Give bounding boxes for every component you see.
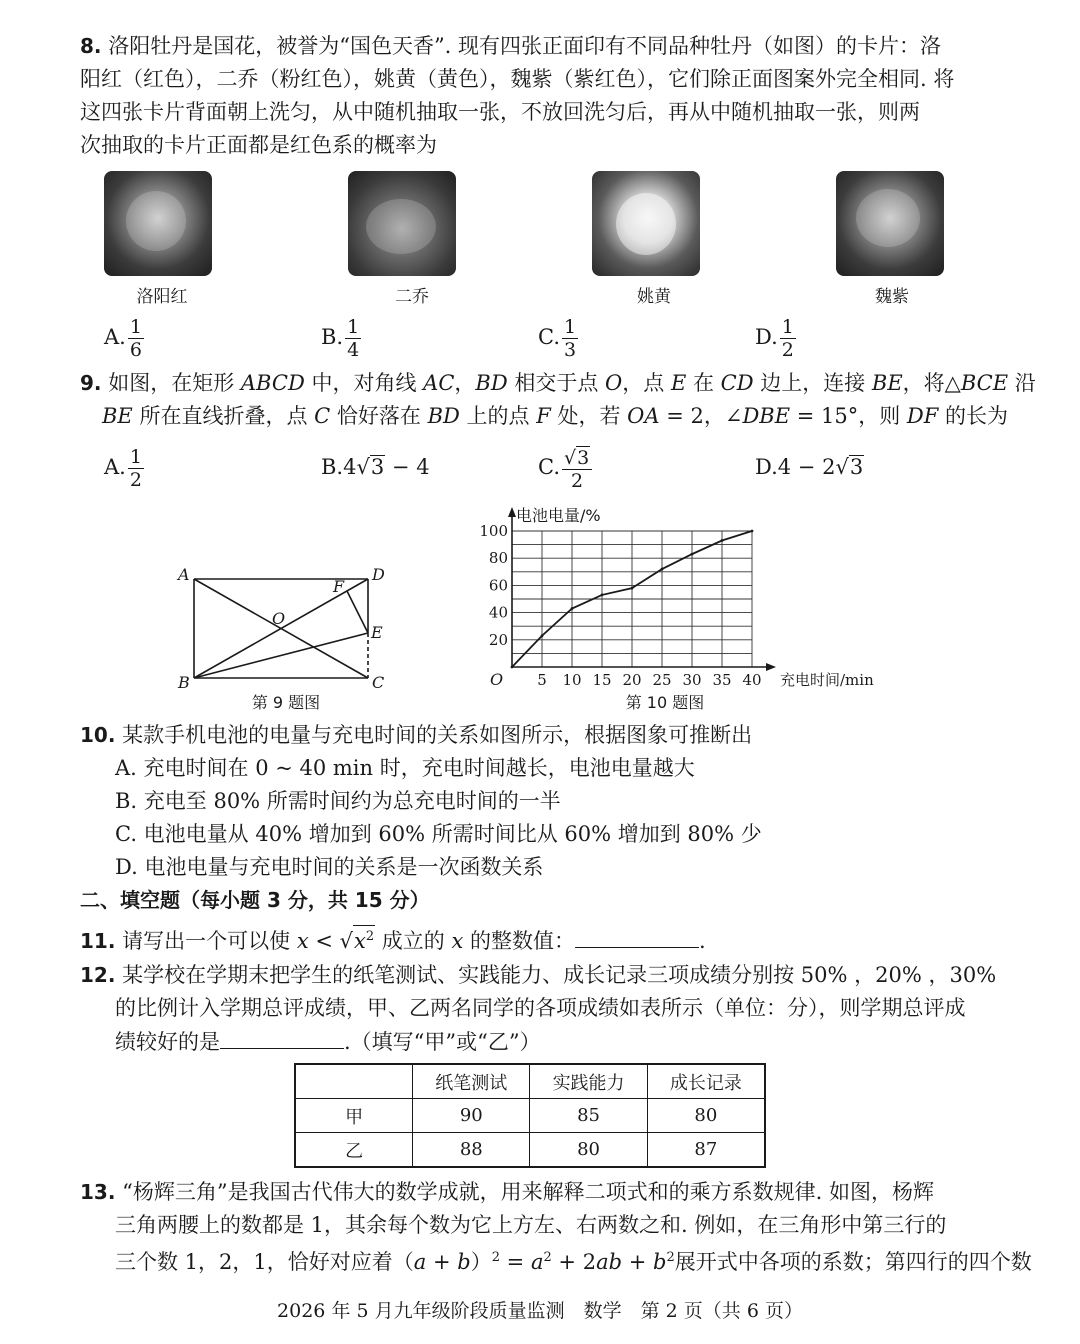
- q9-var: OA: [627, 404, 660, 428]
- label-c: C: [372, 673, 385, 692]
- q9-var: AC: [423, 371, 455, 395]
- q12-answer-blank[interactable]: [220, 1026, 344, 1049]
- q9-number: 9.: [80, 371, 102, 395]
- denominator: 2: [562, 469, 592, 492]
- q13-t: +: [426, 1250, 458, 1274]
- table-header-cell: 纸笔测试: [413, 1064, 530, 1099]
- denominator: 6: [129, 339, 142, 361]
- peony-luoyanghong-photo: [104, 171, 212, 276]
- x-tick-label: 20: [622, 671, 642, 689]
- q13-t: 三个数 1，2，1，恰好对应着（: [115, 1250, 414, 1274]
- q13-exp: 2: [666, 1250, 675, 1265]
- q11-var: x: [451, 929, 464, 953]
- q9-t: ，点: [622, 371, 671, 395]
- denominator: 2: [129, 469, 142, 491]
- q11-t: 请写出一个可以使: [122, 929, 297, 953]
- label-e: E: [371, 623, 383, 642]
- q13-t: ）: [470, 1250, 492, 1274]
- q9-t: 沿: [1008, 371, 1036, 395]
- data-point: [511, 666, 514, 669]
- q11-t: <: [308, 929, 340, 953]
- q9-t: ，将△: [902, 371, 961, 395]
- q13-var: ab: [596, 1250, 623, 1274]
- q12-t: .（填写“甲”或“乙”）: [344, 1030, 541, 1054]
- table-cell: 87: [647, 1133, 765, 1168]
- numerator: 1: [129, 316, 142, 338]
- table-header-row: [295, 1064, 765, 1099]
- segment-fe: [347, 591, 368, 633]
- q10-number: 10.: [80, 723, 116, 747]
- q12-text-1: 某学校在学期末把学生的纸笔测试、实践能力、成长记录三项成绩分别按 50% ，20% ，30%: [122, 963, 997, 987]
- option-label: B.: [321, 325, 344, 349]
- numerator: 1: [564, 316, 577, 338]
- q13-exp: 2: [491, 1250, 500, 1265]
- q13-t: +: [622, 1250, 653, 1274]
- q11-t: .: [699, 929, 706, 953]
- data-point: [661, 568, 664, 571]
- q9-t: 相交于点: [507, 371, 606, 395]
- q11-exponent: 2: [365, 929, 375, 944]
- q11-answer-blank[interactable]: [575, 925, 699, 948]
- label-b: B: [178, 673, 190, 692]
- option-label: A.: [104, 325, 126, 349]
- x-axis-arrow: [766, 663, 776, 671]
- q9-var: BCE: [960, 371, 1009, 395]
- q9-t: 中，对角线: [304, 371, 424, 395]
- q9-var: BD: [427, 404, 460, 428]
- data-point: [601, 594, 604, 597]
- q8-line-3: 这四张卡片背面朝上洗匀，从中随机抽取一张，不放回洗匀后，再从中随机抽取一张，则两: [80, 100, 920, 124]
- q9-t: 边上，连接: [753, 371, 872, 395]
- q8-option-d[interactable]: [755, 313, 798, 361]
- option-label: B.: [321, 455, 344, 479]
- q10-stem-text: 某款手机电池的电量与充电时间的关系如图所示，根据图象可推断出: [122, 723, 753, 747]
- q9-var: BE: [102, 404, 133, 428]
- table-cell: 85: [530, 1099, 647, 1133]
- q13-line-2: 三角两腰上的数都是 1，其余每个数为它上方左、右两数之和. 例如，在三角形中第三行的: [115, 1213, 947, 1237]
- chart-axes: [508, 507, 776, 671]
- data-point: [721, 539, 724, 542]
- tail: − 4: [385, 455, 430, 479]
- table-cell: 90: [413, 1099, 530, 1133]
- section-2-heading: 二、填空题（每小题 3 分，共 15 分）: [80, 888, 430, 912]
- q12-line-2: 的比例计入学期总评成绩，甲、乙两名同学的各项成绩如表所示（单位：分），则学期总评成: [115, 996, 966, 1020]
- q9-figure-caption: 第 9 题图: [251, 693, 321, 712]
- q9-var: ABCD: [240, 371, 305, 395]
- q11-number: 11.: [80, 929, 116, 953]
- q9-option-d[interactable]: D.4 − 2√3: [755, 455, 864, 479]
- x-tick-label: 25: [652, 671, 672, 689]
- q9-var: F: [536, 404, 551, 428]
- y-tick-label: 80: [488, 549, 508, 568]
- q13-line-3: [115, 1243, 1032, 1277]
- q13-exp: 2: [543, 1250, 552, 1265]
- chart-ylabel: 电池电量/%: [516, 506, 601, 525]
- q10-option-a[interactable]: A. 充电时间在 0 ~ 40 min 时，充电时间越长，电池电量越大: [115, 756, 695, 780]
- option-label: C.: [538, 455, 560, 479]
- q13-number: 13.: [80, 1180, 116, 1204]
- q8-option-a[interactable]: [104, 313, 146, 361]
- q9-t: 的长为: [938, 404, 1008, 428]
- q8-text-1: 洛阳牡丹是国花，被誉为“国色天香”. 现有四张正面印有不同品种牡丹（如图）的卡片：洛: [108, 34, 942, 58]
- q9-var: C: [314, 404, 331, 428]
- data-point: [631, 587, 634, 590]
- q11-line: 11. 请写出一个可以使 $x < √x^2$ 成立的 x 的整数值： .: [80, 925, 706, 956]
- x-tick-label: 30: [682, 671, 702, 689]
- q9-line-2: [102, 401, 1008, 431]
- q12-t: 绩较好的是: [115, 1030, 220, 1054]
- q9-t: = 2，∠: [659, 404, 743, 428]
- page-footer: 2026 年 5 月九年级阶段质量监测 数学 第 2 页（共 6 页）: [277, 1300, 803, 1322]
- q13-t: =: [499, 1250, 531, 1274]
- label-f: F: [333, 577, 345, 596]
- x-tick-label: 10: [562, 671, 582, 689]
- denominator: 2: [781, 339, 794, 361]
- denominator: 4: [347, 339, 360, 361]
- peony-weizi-photo: [836, 171, 944, 276]
- chart-xlabel: 充电时间/min: [780, 671, 874, 689]
- q10-stem: [80, 720, 752, 750]
- q9-t: 在: [686, 371, 721, 395]
- q13-t: 展开式中各项的系数；第四行的四个数: [674, 1250, 1032, 1274]
- table-header-cell: 实践能力: [530, 1064, 647, 1099]
- q9-line-1: [80, 368, 1036, 398]
- denominator: 3: [564, 339, 577, 361]
- coef: 4: [343, 455, 357, 479]
- table-row: [295, 1133, 765, 1168]
- caption-luoyanghong: 洛阳红: [136, 287, 188, 307]
- q9-var: DBE: [742, 404, 791, 428]
- q10-figure-caption: 第 10 题图: [625, 693, 705, 712]
- q12-line-1: [80, 960, 996, 990]
- caption-weizi: 魏紫: [875, 287, 909, 307]
- y-tick-label: 20: [488, 630, 508, 649]
- q9-option-b[interactable]: B.4√3 − 4: [321, 455, 430, 479]
- q12-score-table: [294, 1063, 766, 1168]
- peony-erqiao-photo: [348, 171, 456, 276]
- q9-t: 所在直线折叠，点: [132, 404, 315, 428]
- x-tick-label: 15: [592, 671, 612, 689]
- q9-t: = 15°，则: [790, 404, 907, 428]
- q9-var: O: [605, 371, 623, 395]
- q11-var: x: [296, 929, 309, 953]
- q11-t: 成立的: [375, 929, 452, 953]
- label-o: O: [272, 609, 286, 628]
- q9-option-a[interactable]: [104, 443, 146, 491]
- peony-yaohuang-photo: [592, 171, 700, 276]
- q9-t: 如图，在矩形: [108, 371, 241, 395]
- chart-origin-label: O: [490, 670, 504, 689]
- radicand: 3: [577, 446, 590, 469]
- q8-line-1: [80, 31, 941, 61]
- q9-var: CD: [720, 371, 754, 395]
- label-d: D: [372, 565, 385, 584]
- table-cell: 80: [530, 1133, 647, 1168]
- q8-line-4: 次抽取的卡片正面都是红色系的概率为: [80, 133, 437, 157]
- q13-line-1: [80, 1177, 934, 1207]
- q9-t: 处，若: [550, 404, 628, 428]
- q13-var: a: [413, 1250, 427, 1274]
- x-tick-label: 35: [712, 671, 732, 689]
- q10-battery-chart: [479, 500, 874, 700]
- table-header-cell: [295, 1064, 413, 1099]
- q13-text-1: “杨辉三角”是我国古代伟大的数学成就，用来解释二项式和的乘方系数规律. 如图，杨辉: [122, 1180, 934, 1204]
- data-point: [571, 607, 574, 610]
- q12-number: 12.: [80, 963, 116, 987]
- y-tick-label: 60: [488, 576, 508, 595]
- radicand: 3: [370, 455, 385, 479]
- option-label: D.: [755, 455, 778, 479]
- q13-var: b: [457, 1250, 471, 1274]
- q9-t: ，: [454, 371, 476, 395]
- numerator: 1: [781, 316, 794, 338]
- q10-option-b[interactable]: B. 充电至 80% 所需时间约为总充电时间的一半: [115, 789, 561, 813]
- table-cell: 88: [413, 1133, 530, 1168]
- q12-line-3: [115, 1026, 541, 1057]
- q8-option-b[interactable]: [321, 313, 363, 361]
- q9-option-c[interactable]: C. $\frac{√3}{2}$: [538, 443, 594, 492]
- q8-number: 8.: [80, 34, 102, 58]
- q9-t: 恰好落在: [330, 404, 428, 428]
- data-point: [751, 530, 754, 533]
- caption-yaohuang: 姚黄: [637, 287, 671, 307]
- segment-be: [194, 633, 368, 678]
- q9-var: BE: [871, 371, 903, 395]
- y-axis-arrow: [508, 507, 516, 517]
- data-point: [541, 634, 544, 637]
- q9-t: 上的点: [459, 404, 537, 428]
- q13-var: a: [530, 1250, 544, 1274]
- table-header-cell: 成长记录: [647, 1064, 765, 1099]
- radicand: 3: [849, 455, 864, 479]
- table-cell: 甲: [295, 1099, 413, 1133]
- chart-grid: [512, 531, 752, 667]
- chart-ticks: [479, 522, 761, 689]
- option-label: D.: [755, 325, 778, 349]
- q8-line-2: 阳红（红色），二乔（粉红色），姚黄（黄色），魏紫（紫红色），它们除正面图案外完全相同. 将: [80, 67, 955, 91]
- label-a: A: [178, 565, 190, 584]
- option-label: C.: [538, 325, 560, 349]
- numerator: 1: [129, 446, 142, 468]
- q9-var: DF: [906, 404, 939, 428]
- y-tick-label: 100: [479, 522, 508, 540]
- q9-var: BD: [475, 371, 508, 395]
- q13-var: b: [652, 1250, 667, 1274]
- q11-t: 的整数值：: [463, 929, 576, 953]
- coef: 4 − 2: [777, 455, 836, 479]
- numerator: 1: [347, 316, 360, 338]
- table-cell: 乙: [295, 1133, 413, 1168]
- caption-erqiao: 二乔: [395, 287, 429, 307]
- y-tick-label: 40: [488, 603, 508, 622]
- q10-option-d[interactable]: D. 电池电量与充电时间的关系是一次函数关系: [115, 855, 544, 879]
- q8-option-c[interactable]: [538, 313, 580, 361]
- data-point: [691, 553, 694, 556]
- q10-option-c[interactable]: C. 电池电量从 40% 增加到 60% 所需时间比从 60% 增加到 80% 少: [115, 822, 762, 846]
- x-tick-label: 5: [537, 671, 547, 689]
- x-tick-label: 40: [742, 671, 762, 689]
- q13-t: + 2: [551, 1250, 597, 1274]
- q9-var: E: [670, 371, 687, 395]
- q11-radicand: x: [354, 929, 366, 953]
- table-row: [295, 1099, 765, 1133]
- table-cell: 80: [647, 1099, 765, 1133]
- option-label: A.: [104, 455, 126, 479]
